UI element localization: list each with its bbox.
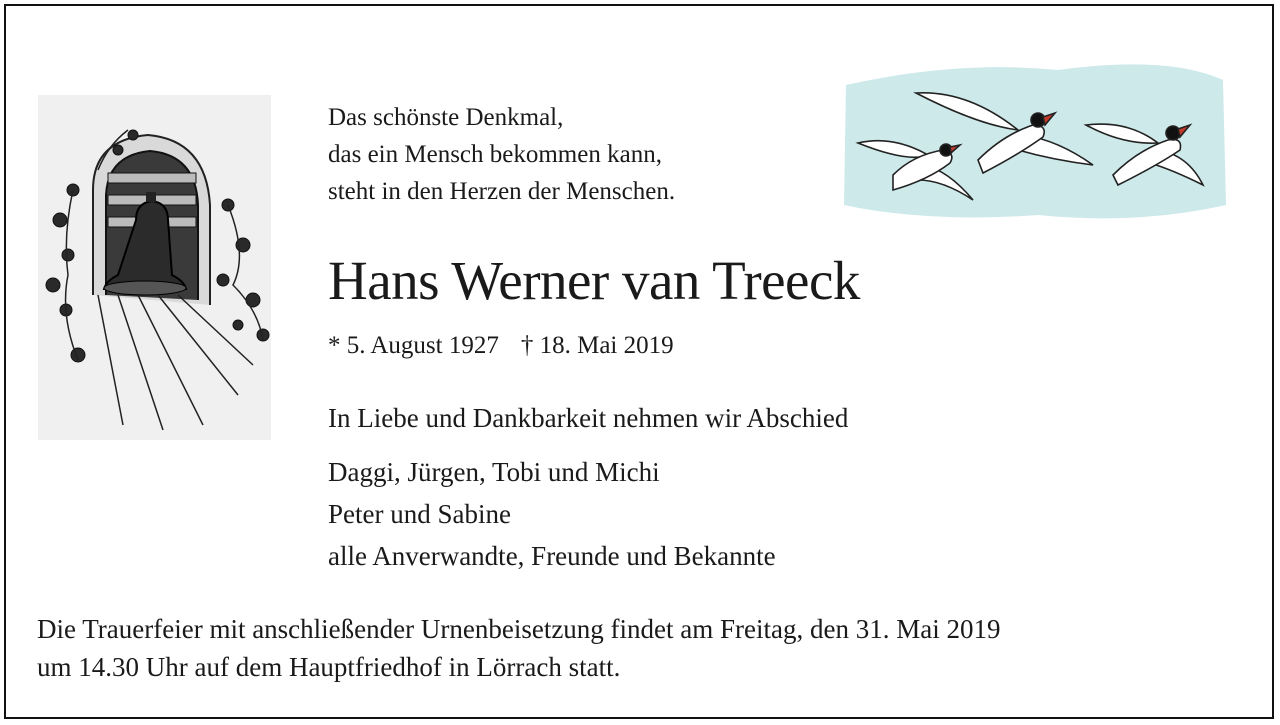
quote-line: Das schönste Denkmal, <box>328 104 564 131</box>
quote-line: das ein Mensch bekommen kann, <box>328 141 662 168</box>
deceased-name: Hans Werner van Treeck <box>328 250 860 311</box>
birth-date: * 5. August 1927 <box>328 332 499 359</box>
seagulls-illustration <box>838 55 1231 225</box>
mourner-line: Peter und Sabine <box>328 499 511 529</box>
mourner-line: alle Anverwandte, Freunde und Bekannte <box>328 541 776 571</box>
memorial-quote <box>328 99 675 210</box>
life-dates <box>328 328 674 364</box>
mourners-list <box>328 451 776 577</box>
quote-line: steht in den Herzen der Menschen. <box>328 178 676 205</box>
farewell-statement: In Liebe und Dankbarkeit nehmen wir Abschied <box>328 403 849 433</box>
funeral-service-info <box>37 610 1000 686</box>
death-date: † 18. Mai 2019 <box>520 332 674 359</box>
service-line: um 14.30 Uhr auf dem Hauptfriedhof in Lörrach statt. <box>37 652 621 682</box>
bell-illustration <box>38 95 271 440</box>
service-line: Die Trauerfeier mit anschließender Urnenbeisetzung findet am Freitag, den 31. Mai 2019 <box>37 614 1001 644</box>
mourner-line: Daggi, Jürgen, Tobi und Michi <box>328 457 660 487</box>
